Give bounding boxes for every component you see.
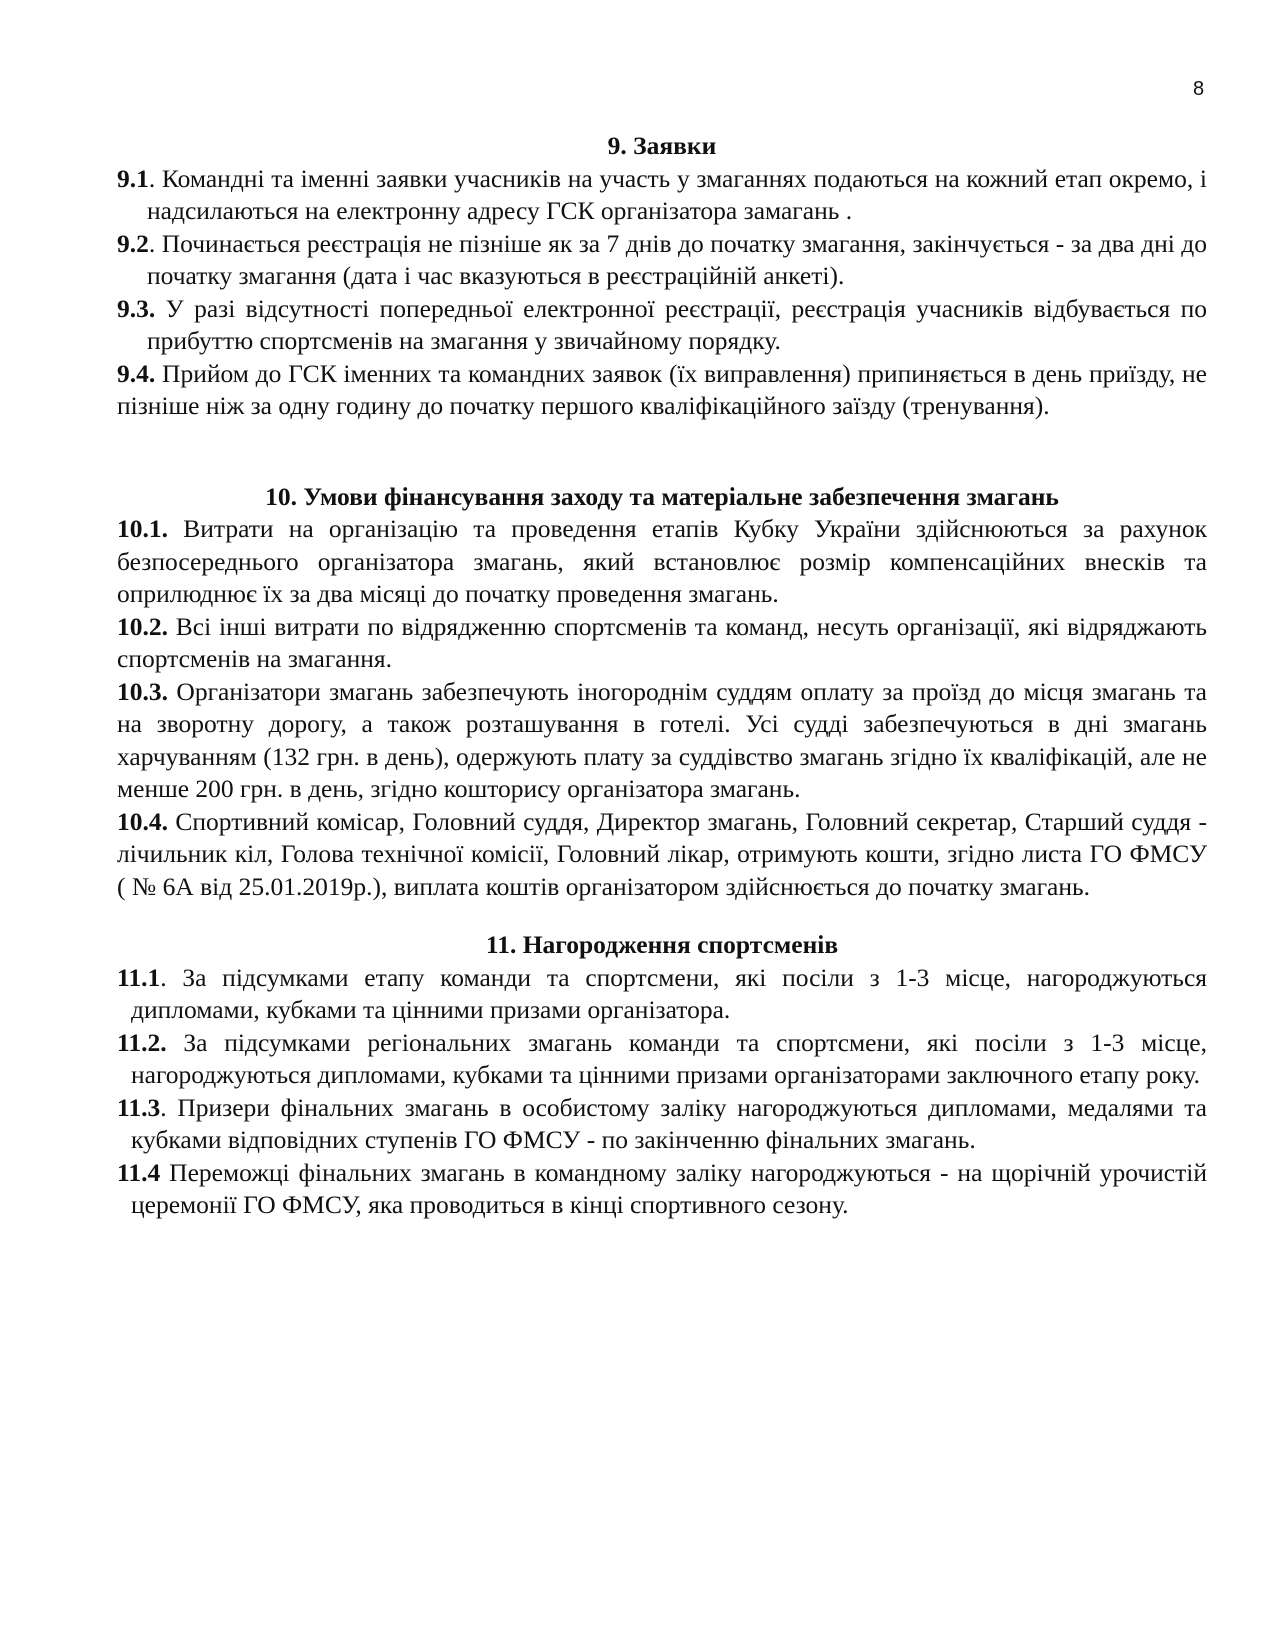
clause-number: 11.4 xyxy=(117,1157,161,1187)
clause-10-2 xyxy=(117,611,1207,676)
clause-text: Спортивний комісар, Головний суддя, Директор змагань, Головний секретар, Старший суддя - лічильник кіл, Голова технічної комісії, Головний лікар, отримують кошти, згідно листа ГО ФМСУ ( № 6А від 25.01.2019р.), виплата коштів організатором здійснюється до початку змагань. xyxy=(117,806,1207,901)
clause-11-4 xyxy=(117,1157,1207,1222)
section-heading: 11. Нагородження спортсменів xyxy=(485,930,839,959)
document-body xyxy=(117,130,1207,1222)
clause-separator: . xyxy=(148,228,156,258)
clause-text: Починається реєстрація не пізніше як за 7 днів до початку змагання, закінчується - за два дні до початку змагання (дата і час вказуються в реєстраційній анкеті). xyxy=(147,228,1207,290)
clause-text: Організатори змагань забезпечують іногороднім суддям оплату за проїзд до місця змагань та на зворотну дорогу, а також розташування в готелі. Усі судді забезпечуються в дні змагань харчуванням (132 грн. в день), одержують плату за суддівство змагань згідно їх кваліфікацій, але не менше 200 грн. в день, згідно кошторису організатора змагань. xyxy=(117,676,1207,803)
clause-number: 11.2. xyxy=(117,1027,167,1057)
clause-9-3 xyxy=(117,293,1207,358)
clause-number: 10.3. xyxy=(117,676,168,706)
clause-10-1 xyxy=(117,513,1207,611)
clause-text: У разі відсутності попередньої електронної реєстрації, реєстрація учасників відбувається по прибуттю спортсменів на змагання у звичайному порядку. xyxy=(147,293,1207,355)
clause-number: 10.1. xyxy=(117,514,168,543)
section-10-financing xyxy=(117,481,1207,904)
clause-text: Переможці фінальних змагань в командному заліку нагороджуються - на щорічній урочистій церемонії ГО ФМСУ, яка проводиться в кінці спортивного сезону. xyxy=(131,1157,1207,1219)
clause-9-2 xyxy=(117,228,1207,293)
clause-text: Командні та іменні заявки учасників на участь у змаганнях подаються на кожний етап окремо, і надсилаються на електронну адресу ГСК організатора замагань . xyxy=(147,163,1207,225)
clause-separator: . xyxy=(160,1092,167,1122)
section-11-awards xyxy=(117,929,1207,1222)
section-heading: 10. Умови фінансування заходу та матеріальне забезпечення змагань xyxy=(265,481,1059,511)
clause-9-1 xyxy=(117,163,1207,228)
clause-text: Призери фінальних змагань в особистому заліку нагороджуються дипломами, медалями та кубками відповідних ступенів ГО ФМСУ - по закінченню фінальних змагань. xyxy=(131,1092,1207,1154)
clause-number: 9.4. xyxy=(117,358,156,388)
clause-number: 11.3 xyxy=(117,1092,161,1122)
clause-number: 9.1 xyxy=(117,163,149,193)
clause-11-3 xyxy=(117,1092,1207,1157)
clause-text: За підсумками регіональних змагань команди та спортсмени, які посіли з 1-3 місце, нагороджуються дипломами, кубками та цінними призами організаторами заключного етапу року. xyxy=(131,1027,1207,1089)
clause-10-4 xyxy=(117,806,1207,904)
clause-number: 10.2. xyxy=(117,611,168,641)
clause-11-2 xyxy=(117,1027,1207,1092)
clause-text: За підсумками етапу команди та спортсмени, які посіли з 1-3 місце, нагороджуються дипломами, кубками та цінними призами організатора. xyxy=(131,962,1207,1024)
clause-number: 9.3. xyxy=(117,293,156,323)
section-heading: 9. Заявки xyxy=(607,131,717,160)
clause-text: Витрати на організацію та проведення етапів Кубку України здійснюються за рахунок безпосереднього організатора змагань, який встановлює розмір компенсаційних внесків та оприлюднює їх за два місяці до початку проведення змагань. xyxy=(117,514,1207,608)
clause-number: 9.2 xyxy=(117,228,149,258)
clause-number: 11.1 xyxy=(117,962,161,992)
page-number: 8 xyxy=(1193,78,1205,100)
clause-number: 10.4. xyxy=(117,806,168,836)
section-spacer xyxy=(117,903,1207,929)
clause-text: Всі інші витрати по відрядженню спортсменів та команд, несуть організації, які відряджають спортсменів на змагання. xyxy=(117,611,1207,673)
clause-separator: . xyxy=(148,163,156,193)
clause-10-3 xyxy=(117,676,1207,806)
section-spacer xyxy=(117,423,1207,481)
section-9-applications xyxy=(117,130,1207,423)
clause-separator: . xyxy=(160,962,167,992)
clause-text: Прийом до ГСК іменних та командних заявок (їх виправлення) припиняється в день приїзду, не пізніше ніж за одну годину до початку першого кваліфікаційного заїзду (тренування). xyxy=(117,358,1207,420)
clause-11-1 xyxy=(117,962,1207,1027)
clause-9-4 xyxy=(117,358,1207,423)
